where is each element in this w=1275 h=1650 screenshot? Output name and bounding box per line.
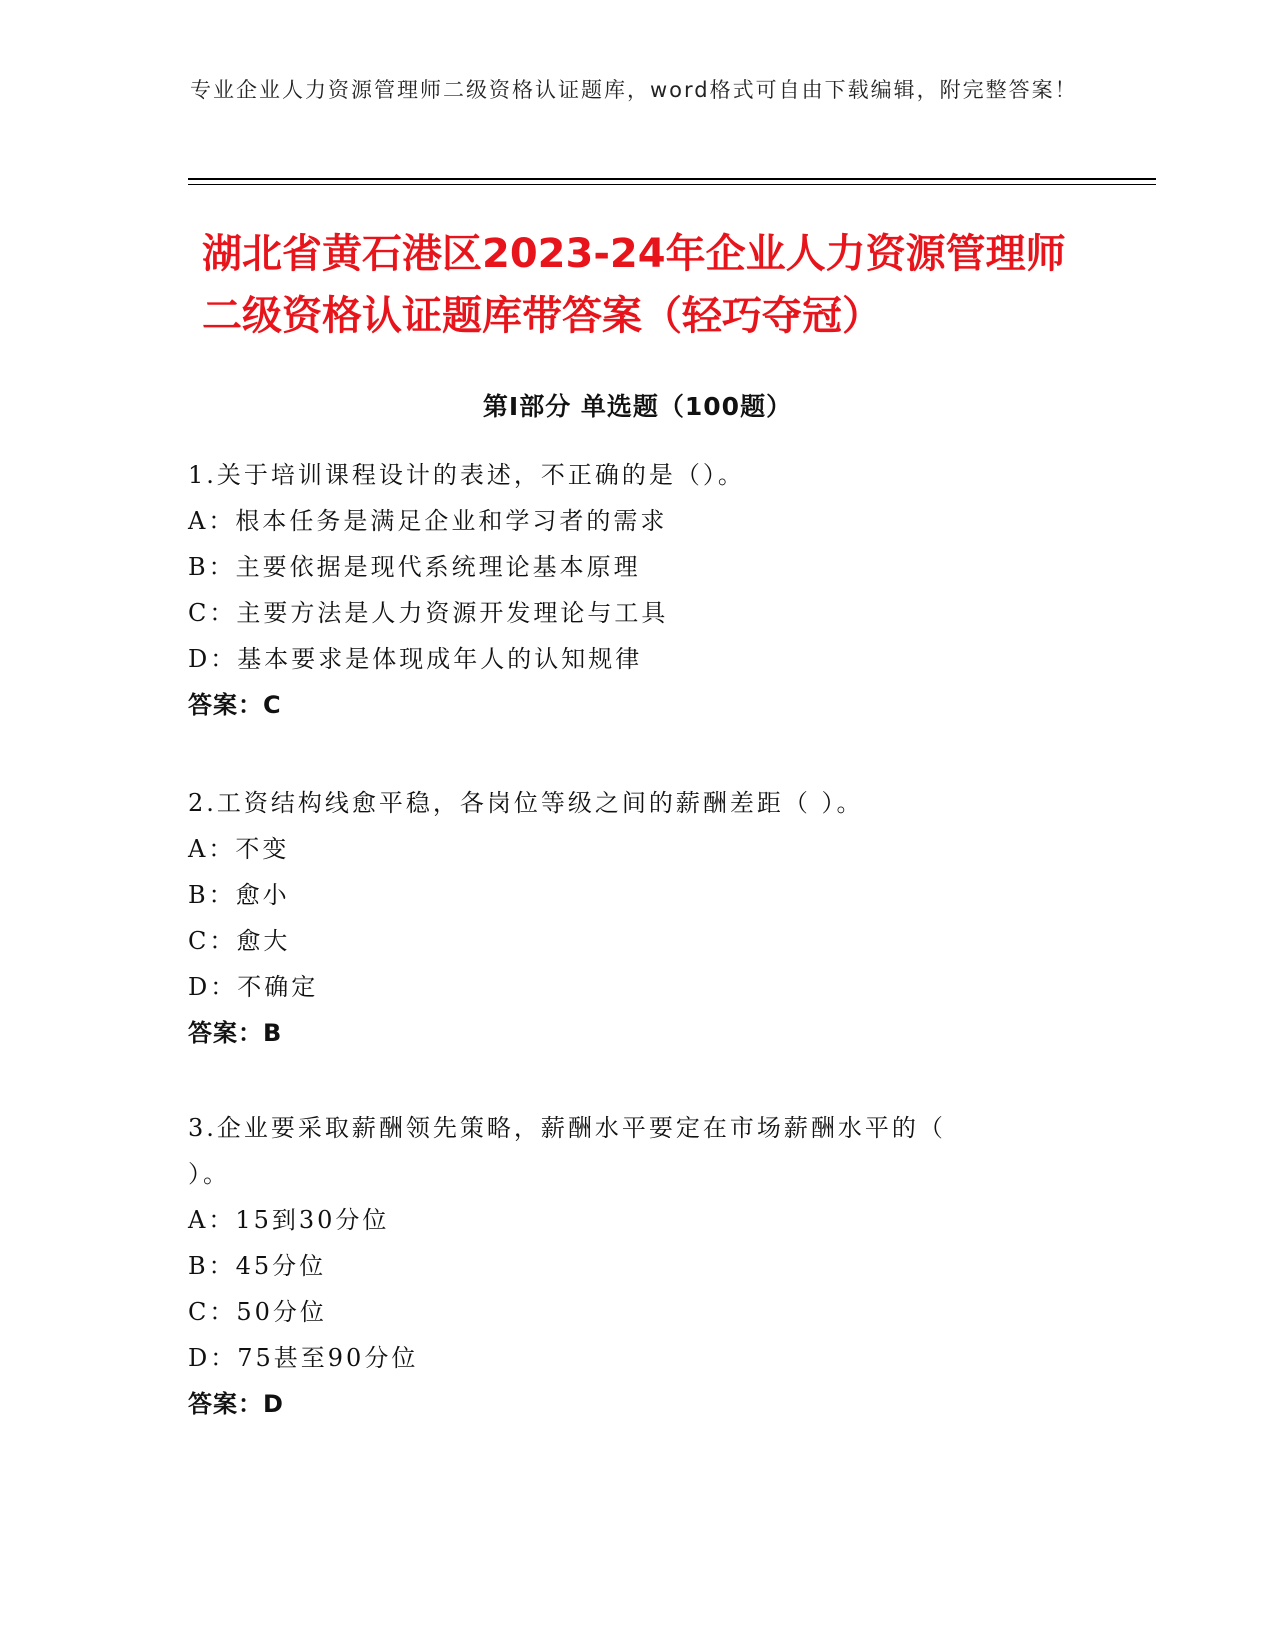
option-d: D：75甚至90分位 (188, 1344, 419, 1372)
header-note: 专业企业人力资源管理师二级资格认证题库，word格式可自由下载编辑，附完整答案！ (190, 78, 1078, 102)
option-a: A：根本任务是满足企业和学习者的需求 (188, 507, 668, 535)
header-rule-thick (188, 178, 1156, 180)
question-stem: 1.关于培训课程设计的表述，不正确的是（）。 (188, 461, 745, 489)
option-a: A：不变 (188, 835, 290, 863)
question-stem: 2.工资结构线愈平稳，各岗位等级之间的薪酬差距（ ）。 (188, 789, 864, 817)
answer: 答案：C (188, 691, 282, 719)
option-c: C：愈大 (188, 927, 291, 955)
question-2 (188, 780, 1088, 1056)
question-3 (188, 1105, 1088, 1427)
answer: 答案：B (188, 1019, 283, 1047)
option-d: D：基本要求是体现成年人的认知规律 (188, 645, 643, 673)
option-b: B：愈小 (188, 881, 290, 909)
answer: 答案：D (188, 1390, 284, 1418)
option-d: D：不确定 (188, 973, 319, 1001)
option-b: B：主要依据是现代系统理论基本原理 (188, 553, 641, 581)
header-rule-thin (188, 184, 1156, 185)
option-a: A：15到30分位 (188, 1206, 390, 1234)
option-b: B：45分位 (188, 1252, 327, 1280)
option-c: C：50分位 (188, 1298, 327, 1326)
document-title: 湖北省黄石港区2023-24年企业人力资源管理师二级资格认证题库带答案（轻巧夺冠） (202, 231, 1066, 339)
question-1 (188, 452, 1088, 728)
question-stem: 3.企业要采取薪酬领先策略，薪酬水平要定在市场薪酬水平的（ ）。 (188, 1114, 946, 1188)
section-heading: 第Ⅰ部分 单选题（100题） (482, 392, 793, 421)
option-c: C：主要方法是人力资源开发理论与工具 (188, 599, 669, 627)
